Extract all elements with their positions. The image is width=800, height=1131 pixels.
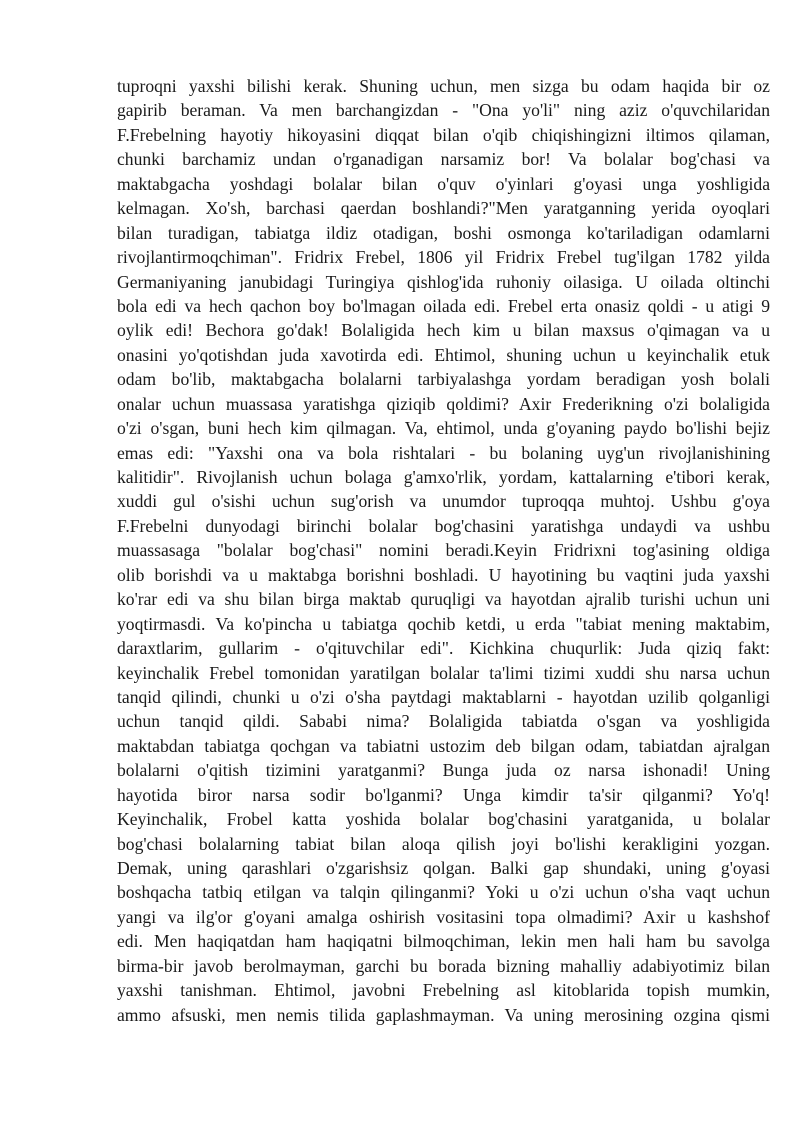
- text-line: daraxtlarim, gullarim - o'qituvchilar edi". Kichkina chuqurlik: Juda qiziq fakt:: [117, 638, 770, 659]
- text-line: kelmagan. Xo'sh, barchasi qaerdan boshlandi?"Men yaratganning yerida oyoqlari: [117, 198, 770, 219]
- text-line: gapirib beraman. Va men barchangizdan - "Ona yo'li" ning aziz o'quvchilaridan: [117, 100, 770, 121]
- text-line: bola edi va hech qachon boy bo'lmagan oilada edi. Frebel erta onasiz qoldi - u atigi 9: [117, 295, 770, 316]
- text-line: maktabgacha yoshdagi bolalar bilan o'quv o'yinlari g'oyasi unga yoshligida: [117, 173, 770, 194]
- text-line: oylik edi! Bechora go'dak! Bolaligida hech kim u bilan maxsus o'qimagan va u: [117, 320, 770, 341]
- text-line: uchun tanqid qildi. Sababi nima? Bolaligida tabiatda o'sgan va yoshligida: [117, 711, 770, 732]
- text-line: rivojlantirmoqchiman". Fridrix Frebel, 1806 yil Fridrix Frebel tug'ilgan 1782 yilda: [117, 247, 770, 268]
- text-line: boshqacha tatbiq etilgan va talqin qilinganmi? Yoki u o'zi uchun o'sha vaqt uchun: [117, 882, 770, 903]
- text-line: Germaniyaning janubidagi Turingiya qishlog'ida ruhoniy oilasiga. U oilada oltinchi: [117, 271, 770, 292]
- text-line: yaxshi tanishman. Ehtimol, javobni Frebelning asl kitoblarida topish mumkin,: [117, 980, 770, 1001]
- text-line: bog'chasi bolalarning tabiat bilan aloqa qilish joyi bo'lishi kerakligini yozgan.: [117, 833, 770, 854]
- text-line: ammo afsuski, men nemis tilida gaplashmayman. Va uning merosining ozgina qismi: [117, 1004, 770, 1025]
- text-line: F.Frebelning hayotiy hikoyasini diqqat bilan o'qib chiqishingizni iltimos qilaman,: [117, 124, 770, 145]
- text-line: Demak, uning qarashlari o'zgarishsiz qolgan. Balki gap shundaki, uning g'oyasi: [117, 858, 770, 878]
- body-text: [117, 74, 770, 1027]
- text-line: F.Frebelni dunyodagi birinchi bolalar bog'chasini yaratishga undaydi va ushbu: [117, 515, 770, 536]
- text-line: olib borishdi va u maktabga borishni boshladi. U hayotining bu vaqtini juda yaxshi: [117, 564, 770, 585]
- text-line: odam bo'lib, maktabgacha bolalarni tarbiyalashga yordam beradigan yosh bolali: [117, 369, 770, 390]
- text-line: maktabdan tabiatga qochgan va tabiatni ustozim deb bilgan odam, tabiatdan ajralgan: [117, 735, 770, 756]
- text-line: kalitidir". Rivojlanish uchun bolaga g'amxo'rlik, yordam, kattalarning e'tibori kerak,: [117, 467, 770, 487]
- text-line: chunki barchamiz undan o'rganadigan narsamiz bor! Va bolalar bog'chasi va: [117, 149, 770, 170]
- text-line: yangi va ilg'or g'oyani amalga oshirish vositasini topa olmadimi? Axir u kashshof: [117, 906, 770, 927]
- text-line: keyinchalik Frebel tomonidan yaratilgan bolalar ta'limi tizimi xuddi shu narsa uchun: [117, 662, 770, 683]
- text-line: edi. Men haqiqatdan ham haqiqatni bilmoqchiman, lekin men hali ham bu savolga: [117, 931, 770, 952]
- text-line: ko'rar edi va shu bilan birga maktab quruqligi va hayotdan ajralib turishi uchun uni: [117, 589, 770, 610]
- text-line: birma-bir javob berolmayman, garchi bu borada bizning mahalliy adabiyotimiz bilan: [117, 955, 770, 976]
- text-line: bolalarni o'qitish tizimini yaratganmi? Bunga juda oz narsa ishonadi! Uning: [117, 760, 770, 781]
- text-line: hayotida biror narsa sodir bo'lganmi? Unga kimdir ta'sir qilganmi? Yo'q!: [117, 784, 770, 805]
- text-line: tanqid qilindi, chunki u o'zi o'sha paytdagi maktablarni - hayotdan uzilib qolganligi: [117, 686, 770, 707]
- text-line: o'zi o'sgan, buni hech kim qilmagan. Va, ehtimol, unda g'oyaning paydo bo'lishi bejiz: [117, 418, 770, 439]
- text-line: onalar uchun muassasa yaratishga qiziqib qoldimi? Axir Frederikning o'zi bolaligida: [117, 393, 770, 414]
- text-line: bilan turadigan, tabiatga ildiz otadigan, boshi osmonga ko'tariladigan odamlarni: [117, 222, 770, 243]
- text-line: yoqtirmasdi. Va ko'pincha u tabiatga qochib ketdi, u erda "tabiat mening maktabim,: [117, 613, 770, 634]
- text-line: xuddi gul o'sishi uchun sug'orish va unumdor tuproqqa muhtoj. Ushbu g'oya: [117, 491, 770, 512]
- text-line: tuproqni yaxshi bilishi kerak. Shuning uchun, men sizga bu odam haqida bir oz: [117, 76, 770, 96]
- text-line: Keyinchalik, Frobel katta yoshida bolalar bog'chasini yaratganida, u bolalar: [117, 809, 770, 830]
- text-line: onasini yo'qotishdan juda xavotirda edi. Ehtimol, shuning uchun u keyinchalik etuk: [117, 344, 770, 365]
- text-line: muassasaga "bolalar bog'chasi" nomini beradi.Keyin Fridrixni tog'asining oldiga: [117, 540, 770, 561]
- text-line: emas edi: "Yaxshi ona va bola rishtalari - bu bolaning uyg'un rivojlanishining: [117, 442, 770, 463]
